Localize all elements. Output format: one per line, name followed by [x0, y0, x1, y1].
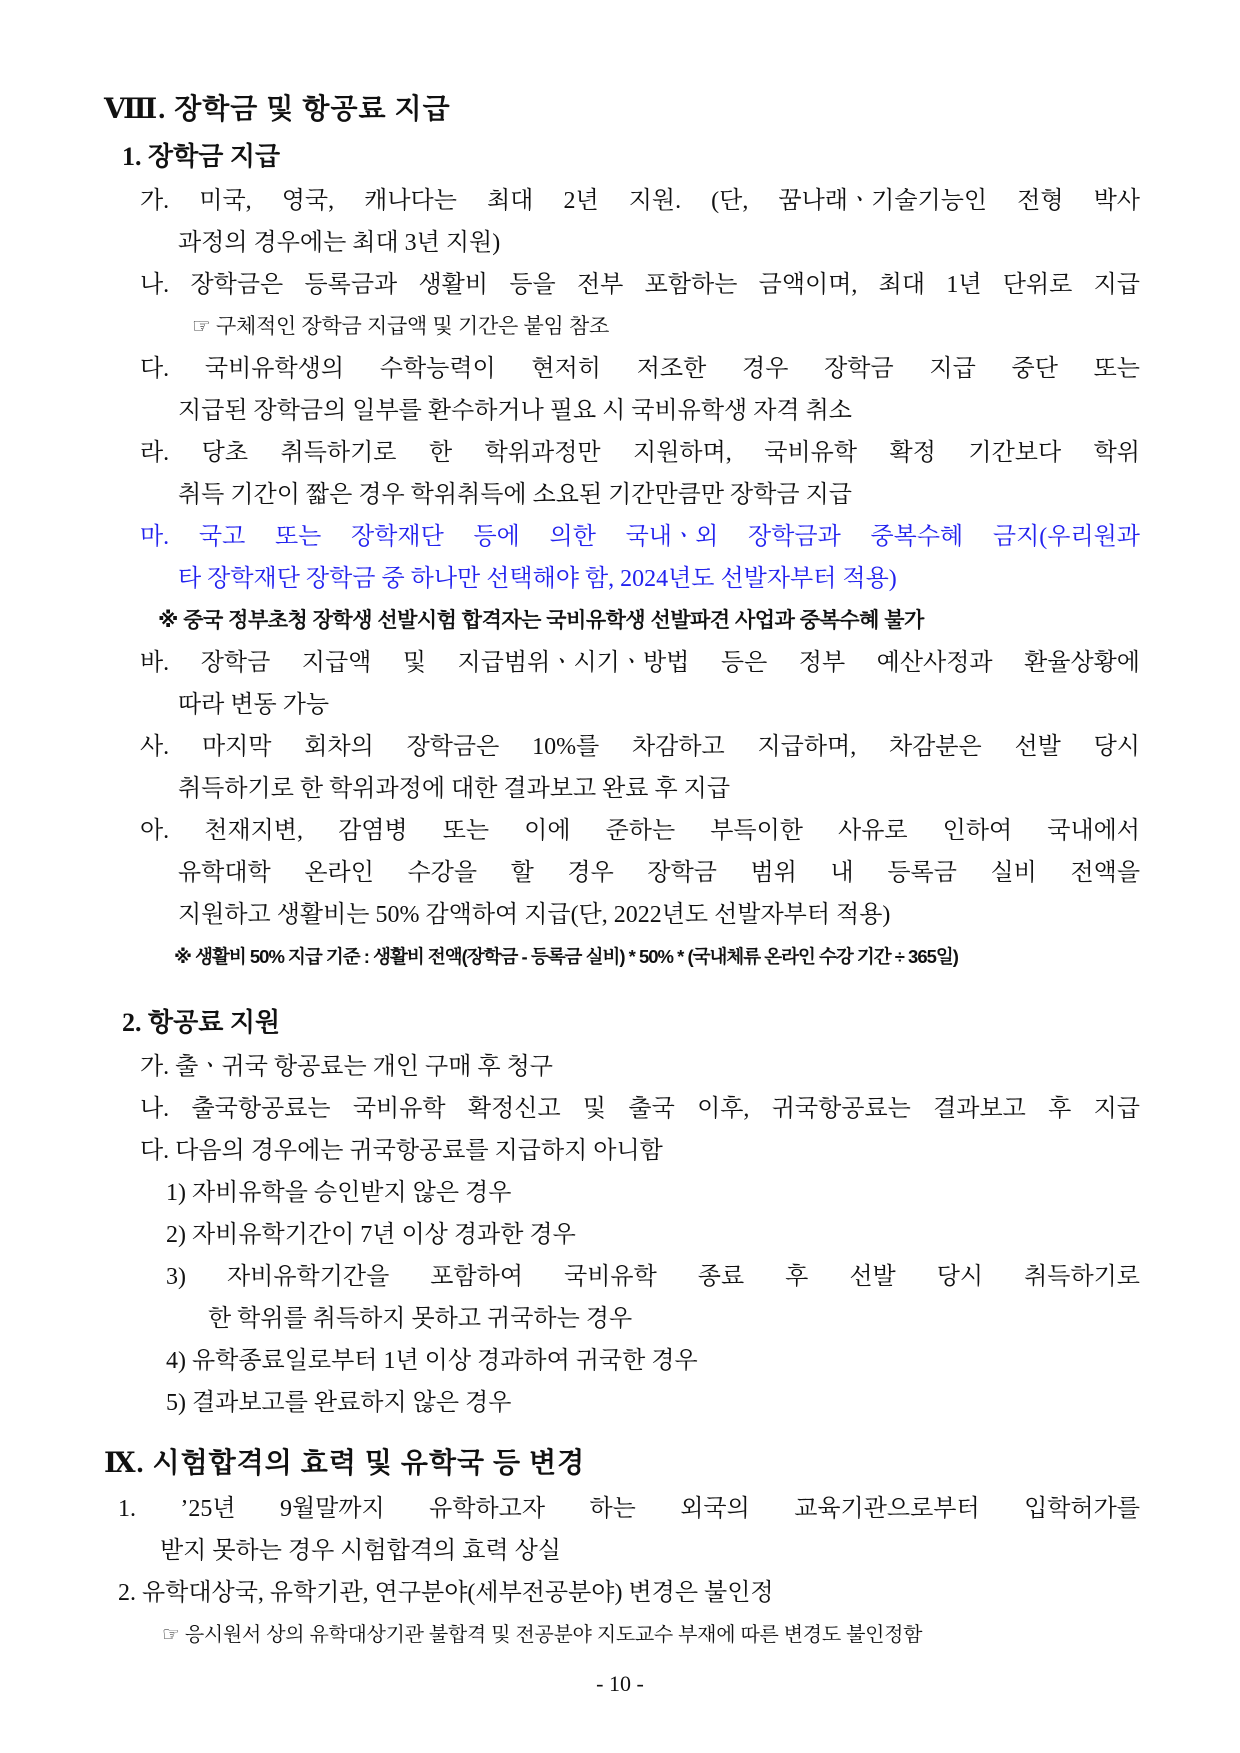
item-sa-line2: 취득하기로 한 학위과정에 대한 결과보고 완료 후 지급: [178, 776, 731, 802]
living-cost-formula-note: ※ 생활비 50% 지급 기준 : 생활비 전액(장학금 - 등록금 실비) * 50% * (국내체류 온라인 수강 기간 ÷ 365일): [174, 946, 958, 967]
airfare-case-1: 1) 자비유학을 승인받지 않은 경우: [166, 1180, 512, 1206]
sec9-item-1-line1: 1. ’25년 9월말까지 유학하고자 하는 외국의 교육기관으로부터 입학허가를: [118, 1496, 1140, 1522]
item-ga-line2: 과정의 경우에는 최대 3년 지원): [178, 230, 501, 256]
airfare-support-subheading: 2. 항공료 지원: [122, 1008, 281, 1037]
airfare-case-3-line1: 3) 자비유학기간을 포함하여 국비유학 종료 후 선발 당시 취득하기로: [166, 1264, 1140, 1290]
airfare-item-ga: 가. 출ㆍ귀국 항공료는 개인 구매 후 청구: [140, 1054, 553, 1080]
airfare-case-4: 4) 유학종료일로부터 1년 이상 경과하여 귀국한 경우: [166, 1348, 698, 1374]
scholarship-payment-subheading: 1. 장학금 지급: [122, 142, 281, 171]
item-ba-line2: 따라 변동 가능: [178, 692, 330, 718]
item-ba-line1: 바. 장학금 지급액 및 지급범위ㆍ시기ㆍ방법 등은 정부 예산사정과 환율상황에: [140, 650, 1140, 676]
item-da-line2: 지급된 장학금의 일부를 환수하거나 필요 시 국비유학생 자격 취소: [178, 398, 852, 424]
item-na: 나. 장학금은 등록금과 생활비 등을 전부 포함하는 금액이며, 최대 1년 단위로 지급: [140, 272, 1140, 298]
item-a-line1: 아. 천재지변, 감염병 또는 이에 준하는 부득이한 사유로 인하여 국내에서: [140, 818, 1140, 844]
sec9-item-2-hand-note: ☞ 응시원서 상의 유학대상기관 불합격 및 전공분야 지도교수 부재에 따른 변경도 불인정함: [162, 1624, 923, 1646]
item-ra-line1: 라. 당초 취득하기로 한 학위과정만 지원하며, 국비유학 확정 기간보다 학위: [140, 440, 1140, 466]
airfare-item-da: 다. 다음의 경우에는 귀국항공료를 지급하지 아니함: [140, 1138, 663, 1164]
section-9-heading: Ⅸ. 시험합격의 효력 및 유학국 등 변경: [104, 1448, 586, 1479]
sec9-item-2: 2. 유학대상국, 유학기관, 연구분야(세부전공분야) 변경은 불인정: [118, 1580, 774, 1606]
airfare-case-2: 2) 자비유학기간이 7년 이상 경과한 경우: [166, 1222, 576, 1248]
item-ma-line2: 타 장학재단 장학금 중 하나만 선택해야 함, 2024년도 선발자부터 적용): [178, 566, 897, 592]
airfare-case-5: 5) 결과보고를 완료하지 않은 경우: [166, 1390, 512, 1416]
item-sa-line1: 사. 마지막 회차의 장학금은 10%를 차감하고 지급하며, 차감분은 선발 당시: [140, 734, 1140, 760]
item-ga-line1: 가. 미국, 영국, 캐나다는 최대 2년 지원. (단, 꿈나래ㆍ기술기능인 전형 박사: [140, 188, 1140, 214]
item-na-hand-note: ☞ 구체적인 장학금 지급액 및 기간은 붙임 참조: [192, 315, 610, 338]
item-da-line1: 다. 국비유학생의 수학능력이 현저히 저조한 경우 장학금 지급 중단 또는: [140, 356, 1140, 382]
sec9-item-1-line2: 받지 못하는 경우 시험합격의 효력 상실: [160, 1538, 561, 1564]
item-ma-line1: 마. 국고 또는 장학재단 등에 의한 국내ㆍ외 장학금과 중복수혜 금지(우리원과: [140, 524, 1140, 550]
item-a-line3: 지원하고 생활비는 50% 감액하여 지급(단, 2022년도 선발자부터 적용): [178, 902, 891, 928]
section-8-heading: Ⅷ. 장학금 및 항공료 지급: [104, 94, 451, 125]
item-a-line2: 유학대학 온라인 수강을 할 경우 장학금 범위 내 등록금 실비 전액을: [178, 860, 1140, 886]
item-ma-star-note: ※ 중국 정부초청 장학생 선발시험 합격자는 국비유학생 선발파견 사업과 중복수혜 불가: [158, 609, 924, 632]
airfare-case-3-line2: 한 학위를 취득하지 못하고 귀국하는 경우: [208, 1306, 633, 1332]
item-ra-line2: 취득 기간이 짧은 경우 학위취득에 소요된 기간만큼만 장학금 지급: [178, 482, 852, 508]
airfare-item-na: 나. 출국항공료는 국비유학 확정신고 및 출국 이후, 귀국항공료는 결과보고 후 지급: [140, 1096, 1140, 1122]
page-number: - 10 -: [596, 1671, 644, 1696]
